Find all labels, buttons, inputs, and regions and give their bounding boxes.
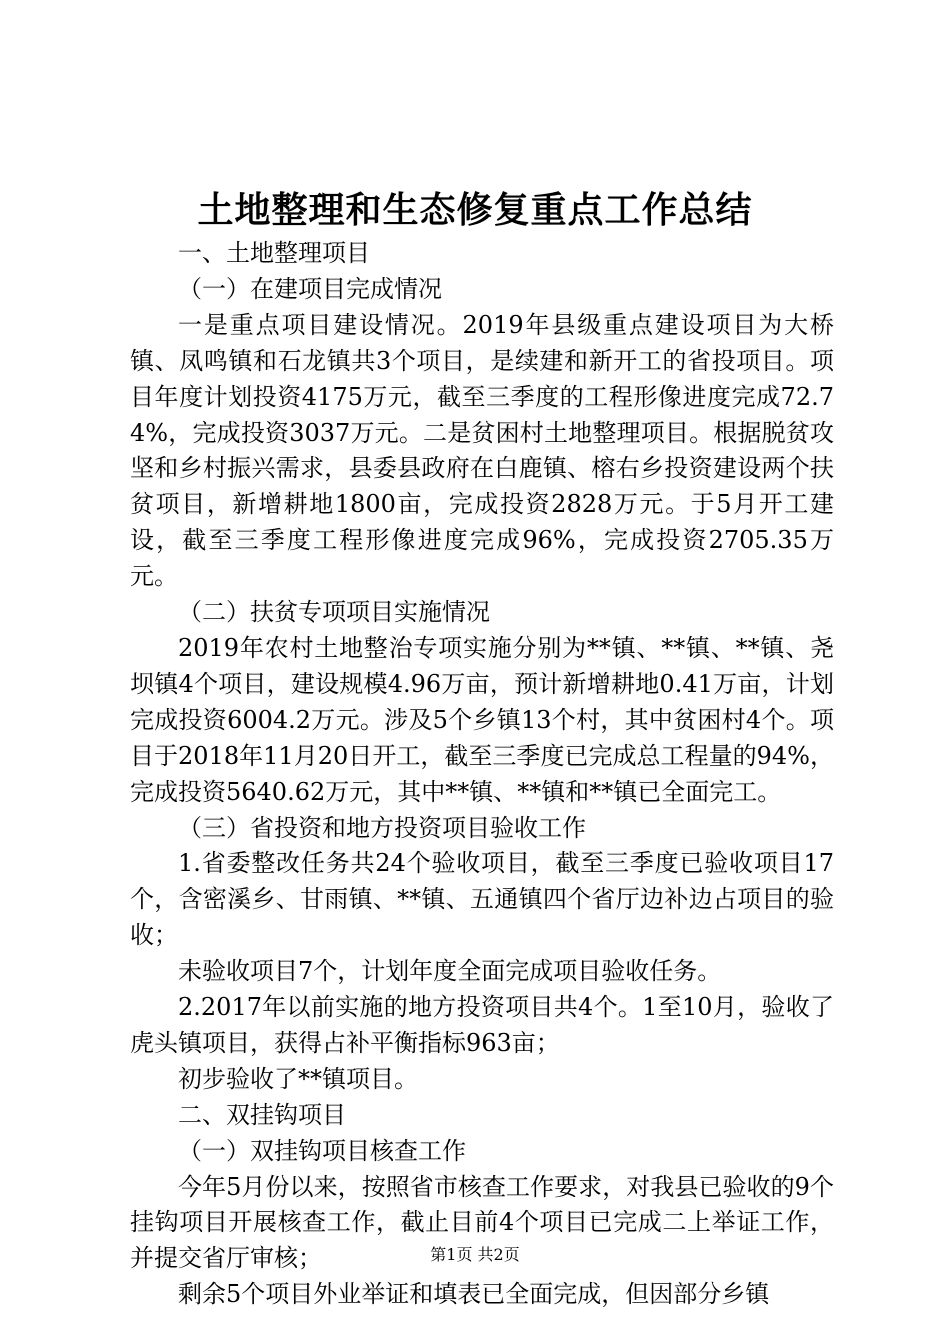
page-footer: 第1页 共2页: [430, 1245, 520, 1264]
paragraph-poverty-projects: 2019年农村土地整治专项实施分别为**镇、**镇、**镇、尧坝镇4个项目，建设规模4.96万亩，预计新增耕地0.41万亩，计划完成投资6004.2万元。涉及5个乡镇13个村，其中贫困村4个。项目于2018年11月20日开工，截至三季度已完成总工程量的94%，完成投资5640.62万元，其中**镇、**镇和**镇已全面完工。: [130, 633, 834, 806]
paragraph-acceptance-item-2: 2.2017年以前实施的地方投资项目共4个。1至10月，验收了虎头镇项目，获得占补平衡指标963亩；: [130, 993, 834, 1057]
section-heading-land-consolidation: 一、土地整理项目: [178, 239, 370, 267]
subsection-heading-dual-linkage-verification: （一）双挂钩项目核查工作: [178, 1136, 466, 1165]
paragraph-remaining-projects: 剩余5个项目外业举证和填表已全面完成，但因部分乡镇: [178, 1280, 770, 1309]
section-heading-dual-linkage: 二、双挂钩项目: [178, 1100, 346, 1129]
paragraph-preliminary-acceptance: 初步验收了**镇项目。: [178, 1064, 418, 1093]
document-body: [130, 236, 834, 1313]
paragraph-acceptance-item-1: 1.省委整改任务共24个验收项目，截至三季度已验收项目17个，含密溪乡、甘雨镇、**镇、五通镇四个省厅边补边占项目的验收；: [130, 849, 834, 950]
paragraph-verification-work: 今年5月份以来，按照省市核查工作要求，对我县已验收的9个挂钩项目开展核查工作，截止目前4个项目已完成二上举证工作，并提交省厅审核；: [130, 1172, 834, 1273]
document-title: 土地整理和生态修复重点工作总结: [197, 189, 753, 231]
subsection-heading-projects-under-construction: （一）在建项目完成情况: [178, 274, 442, 303]
paragraph-key-projects: 一是重点项目建设情况。2019年县级重点建设项目为大桥镇、凤鸣镇和石龙镇共3个项目，是续建和新开工的省投项目。项目年度计划投资4175万元，截至三季度的工程形像进度完成72.74%，完成投资3037万元。二是贫困村土地整理项目。根据脱贫攻坚和乡村振兴需求，县委县政府在白鹿镇、榕右乡投资建设两个扶贫项目，新增耕地1800亩，完成投资2828万元。于5月开工建设，截至三季度工程形像进度完成96%，完成投资2705.35万元。: [130, 310, 834, 591]
paragraph-acceptance-pending: 未验收项目7个，计划年度全面完成项目验收任务。: [178, 957, 722, 986]
subsection-heading-acceptance-work: （三）省投资和地方投资项目验收工作: [178, 813, 586, 842]
subsection-heading-poverty-projects: （二）扶贫专项项目实施情况: [178, 598, 490, 627]
